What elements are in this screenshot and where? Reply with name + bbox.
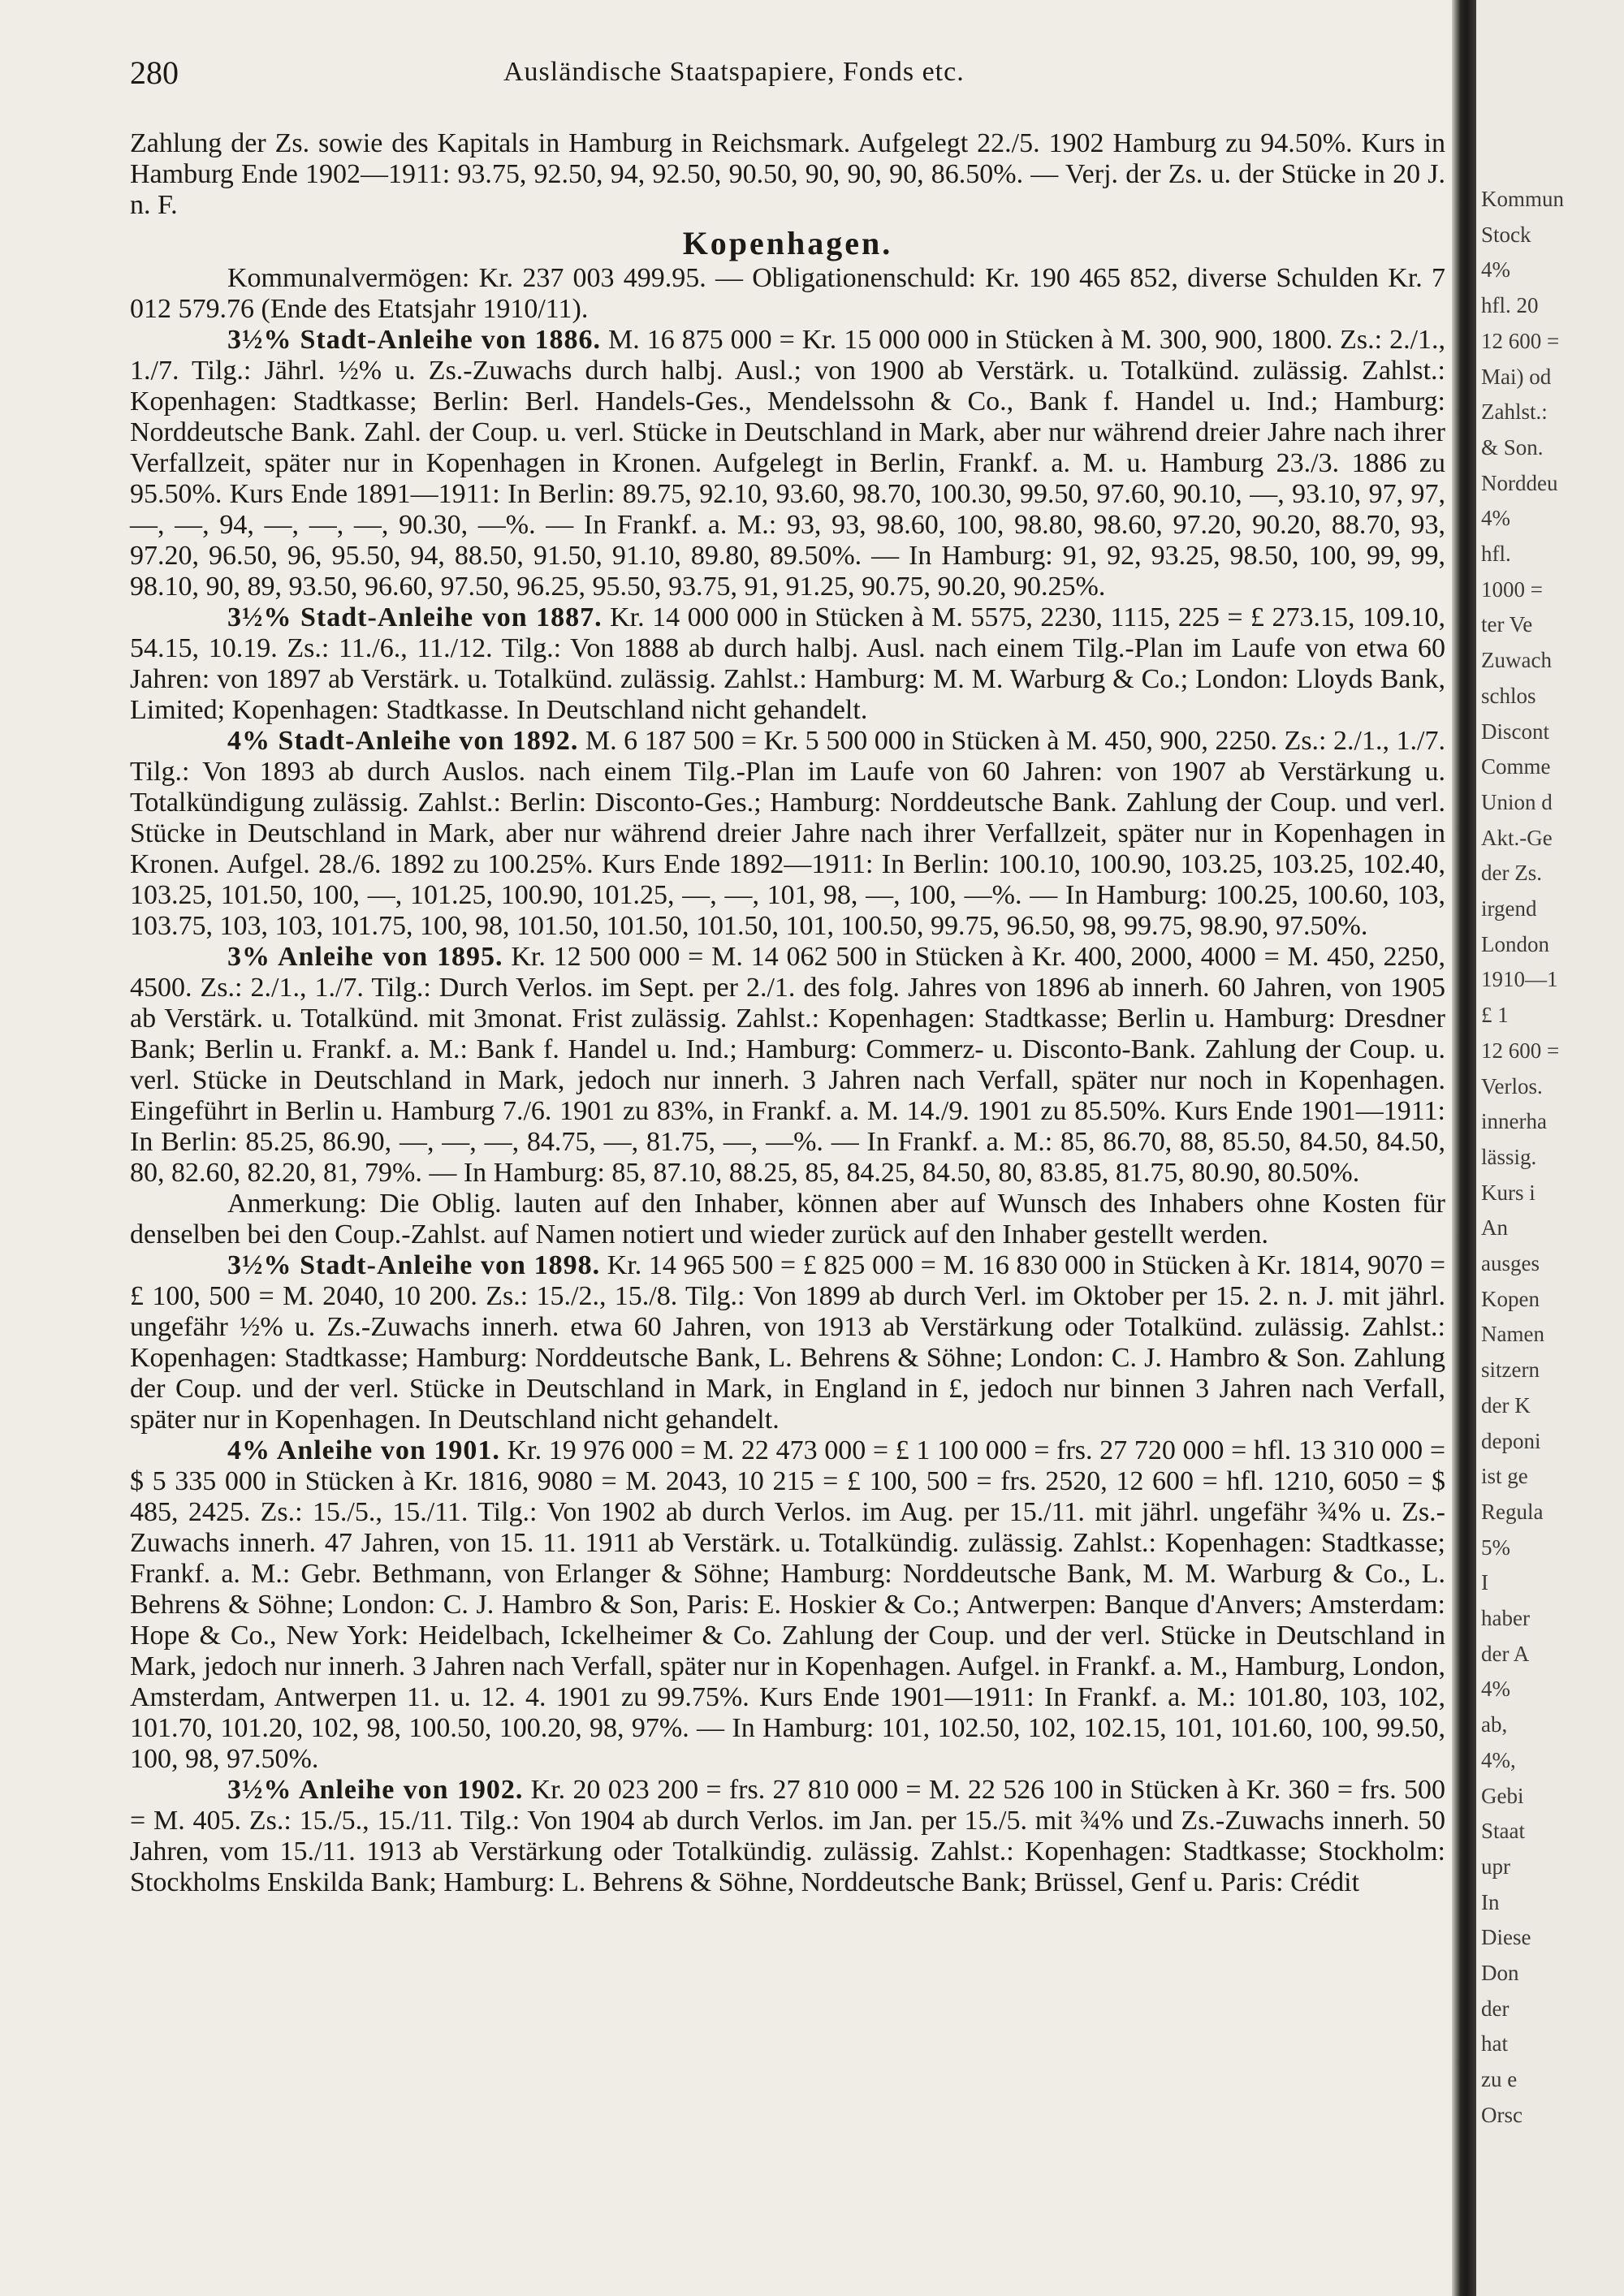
- adjacent-fragment: zu e: [1481, 2067, 1518, 2092]
- adjacent-fragment: Namen: [1481, 1322, 1544, 1347]
- adjacent-fragment: 4%: [1481, 257, 1510, 283]
- bond-entry: [130, 1250, 1445, 1435]
- adjacent-fragment: Zahlst.:: [1481, 399, 1548, 425]
- adjacent-fragment: Zuwach: [1481, 648, 1552, 673]
- bond-entry: [130, 1775, 1445, 1898]
- adjacent-fragment: innerha: [1481, 1109, 1547, 1134]
- bond-title: 4% Anleihe von 1901.: [227, 1435, 500, 1465]
- note-paragraph: [130, 1189, 1445, 1250]
- adjacent-fragment: ist ge: [1481, 1464, 1528, 1489]
- adjacent-fragment: sitzern: [1481, 1357, 1540, 1383]
- adjacent-fragment: Comme: [1481, 754, 1551, 779]
- page-header: [130, 54, 1380, 94]
- adjacent-fragment: 4%: [1481, 1677, 1510, 1702]
- intro-paragraph: Zahlung der Zs. sowie des Kapitals in Hamburg in Reichsmark. Aufgelegt 22./5. 1902 Hamburg zu 94.50%. Kurs in Hamburg Ende 1902—1911: 93.75, 92.50, 94, 92.50, 90.50, 90, 90, 90, 86.50%. — Verj. der Zs. u. der Stücke in 20 J. n. F.: [130, 128, 1445, 220]
- adjacent-fragment: I: [1481, 1570, 1488, 1595]
- bond-title: 3% Anleihe von 1895.: [227, 942, 503, 972]
- adjacent-fragment: schlos: [1481, 683, 1536, 708]
- section-intro: Kommunalvermögen: Kr. 237 003 499.95. — Obligationenschuld: Kr. 190 465 852, diverse Schulden Kr. 7 012 579.76 (Ende des Etatsjahr 1910/11).: [130, 263, 1445, 324]
- adjacent-fragment: Mai) od: [1481, 364, 1552, 389]
- adjacent-fragment: 1910—1: [1481, 967, 1558, 992]
- book-fold: [1452, 0, 1476, 2296]
- adjacent-fragment: Discont: [1481, 719, 1549, 744]
- bond-text: Kr. 19 976 000 = M. 22 473 000 = £ 1 100 000 = frs. 27 720 000 = hfl. 13 310 000 = $ 5 335 000 in Stücken à Kr. 1816, 9080 = M. 2043, 10 215 = £ 100, 500 = frs. 2520, 12 600 = hfl. 1210, 6050 = $ 485, 2425. Zs.: 15./5., 15./11. Tilg.: Von 1902 ab durch Verlos. im Aug. per 15./11. mit jährl. ungefähr ¾% u. Zs.-Zuwachs innerh. 47 Jahren, von 15. 11. 1911 ab Verstärk. u. Totalkündig. zulässig. Zahlst.: Kopenhagen: Stadtkasse; Frankf. a. M.: Gebr. Bethmann, von Erlanger & Söhne; Hamburg: Norddeutsche Bank, M. M. Warburg & Co., L. Behrens & Söhne; London: C. J. Hambro & Son, Paris: E. Hoskier & Co.; Antwerpen: Banque d'Anvers; Amsterdam: Hope & Co., New York: Heidelbach, Ickelheimer & Co. Zahlung der Coup. und der verl. Stücke in Deutschland in Mark, jedoch nur innerh. 3 Jahren nach Verfall, später nur in Kopenhagen. Aufgel. in Frankf. a. M., Hamburg, London, Amsterdam, Antwerpen 11. u. 12. 4. 1901 zu 99.75%. Kurs Ende 1901—1911: In Frankf. a. M.: 101.80, 103, 102, 101.70, 101.20, 102, 98, 100.50, 100.20, 98, 97%. — In Hamburg: 101, 102.50, 102, 102.15, 101, 101.60, 100, 99.50, 100, 98, 97.50%.: [130, 1435, 1445, 1774]
- adjacent-fragment: deponi: [1481, 1428, 1541, 1453]
- adjacent-fragment: London: [1481, 931, 1549, 956]
- bond-list: [130, 325, 1445, 1898]
- bond-text: M. 6 187 500 = Kr. 5 500 000 in Stücken à M. 450, 900, 2250. Zs.: 2./1., 1./7. Tilg.: Von 1893 ab durch Auslos. nach einem Tilg.-Plan im Laufe von 60 Jahren: von 1907 ab Verstärkung u. Totalkündigung zulässig. Zahlst.: Berlin: Disconto-Ges.; Hamburg: Norddeutsche Bank. Zahlung der Coup. und verl. Stücke in Deutschland in Mark, aber nur während dreier Jahre nach ihrer Verfallzeit, später nur in Kopenhagen in Kronen. Aufgel. 28./6. 1892 zu 100.25%. Kurs Ende 1892—1911: In Berlin: 100.10, 100.90, 103.25, 103.25, 102.40, 103.25, 101.50, 100, —, 101.25, 100.90, 101.25, —, —, 101, 98, —, 100, —%. — In Hamburg: 100.25, 100.60, 103, 103.75, 103, 103, 101.75, 100, 98, 101.50, 101.50, 101.50, 101, 100.50, 99.75, 96.50, 98, 99.75, 98.90, 97.50%.: [130, 726, 1446, 941]
- adjacent-fragment: upr: [1481, 1854, 1510, 1879]
- adjacent-fragment: lässig.: [1481, 1144, 1537, 1169]
- adjacent-fragment: Diese: [1481, 1925, 1531, 1950]
- adjacent-fragment: Verlos.: [1481, 1073, 1543, 1098]
- bond-title: 3½% Stadt-Anleihe von 1898.: [227, 1250, 601, 1280]
- adjacent-fragment: 4%: [1481, 506, 1510, 531]
- adjacent-fragment: 1000 =: [1481, 576, 1543, 602]
- adjacent-fragment: hat: [1481, 2031, 1508, 2056]
- bond-text: M. 16 875 000 = Kr. 15 000 000 in Stücken à M. 300, 900, 1800. Zs.: 2./1., 1./7. Tilg.: Jährl. ½% u. Zs.-Zuwachs durch halbj. Ausl.; von 1900 ab Verstärk. u. Totalkünd. zulässig. Zahlst.: Kopenhagen: Stadtkasse; Berlin: Berl. Handels-Ges., Mendelssohn & Co., Bank f. Handel u. Ind.; Hamburg: Norddeutsche Bank. Zahl. der Coup. u. verl. Stücke in Deutschland in Mark, aber nur während dreier Jahre nach ihrer Verfallzeit, später nur in Kopenhagen in Kronen. Aufgelegt in Berlin, Frankf. a. M. u. Hamburg 23./3. 1886 zu 95.50%. Kurs Ende 1891—1911: In Berlin: 89.75, 92.10, 93.60, 98.70, 100.30, 99.50, 97.60, 90.10, —, 93.10, 97, 97, —, —, 94, —, —, —, 90.30, —%. — In Frankf. a. M.: 93, 93, 98.60, 100, 98.80, 98.60, 97.20, 90.20, 88.70, 93, 97.20, 96.50, 96, 95.50, 94, 88.50, 91.50, 91.10, 89.80, 89.50%. — In Hamburg: 91, 92, 93.25, 98.50, 100, 99, 99, 98.10, 90, 89, 93.50, 96.60, 97.50, 96.25, 95.50, 93.75, 91, 91.25, 90.75, 90.20, 90.25%.: [130, 325, 1446, 602]
- adjacent-fragment: 4%,: [1481, 1747, 1516, 1772]
- bond-text: Anmerkung: Die Oblig. lauten auf den Inhaber, können aber auf Wunsch des Inhabers ohne Kosten für denselben bei den Coup.-Zahlst. auf Namen notiert und wieder zurück auf den Inhaber gestellt werden.: [130, 1189, 1445, 1249]
- bond-text: Kr. 12 500 000 = M. 14 062 500 in Stücken à Kr. 400, 2000, 4000 = M. 450, 2250, 4500. Zs.: 2./1., 1./7. Tilg.: Durch Verlos. im Sept. per 2./1. des folg. Jahres von 1896 ab innerh. 60 Jahren, von 1905 ab Verstärk. u. Totalkünd. mit 3monat. Frist zulässig. Zahlst.: Kopenhagen: Stadtkasse; Berlin u. Hamburg: Dresdner Bank; Berlin u. Frankf. a. M.: Bank f. Handel u. Ind.; Hamburg: Commerz- u. Disconto-Bank. Zahlung der Coup. u. verl. Stücke in Deutschland in Mark, jedoch nur innerh. 3 Jahren nach Verfall, später nur noch in Kopenhagen. Eingeführt in Berlin u. Hamburg 7./6. 1901 zu 83%, in Frankf. a. M. 14./9. 1901 zu 85.50%. Kurs Ende 1901—1911: In Berlin: 85.25, 86.90, —, —, —, 84.75, —, 81.75, —, —%. — In Frankf. a. M.: 85, 86.70, 88, 85.50, 84.50, 84.50, 80, 82.60, 82.20, 81, 79%. — In Hamburg: 85, 87.10, 88.25, 85, 84.25, 84.50, 80, 83.85, 81.75, 80.90, 80.50%.: [130, 942, 1446, 1188]
- bond-entry: [130, 325, 1445, 602]
- adjacent-fragment: & Son.: [1481, 434, 1544, 460]
- adjacent-fragment: Norddeu: [1481, 470, 1558, 495]
- adjacent-fragment: Kopen: [1481, 1286, 1540, 1311]
- adjacent-fragment: In: [1481, 1889, 1500, 1914]
- bond-entry: [130, 602, 1445, 726]
- adjacent-fragment: hfl.: [1481, 542, 1511, 566]
- adjacent-fragment: Gebi: [1481, 1783, 1524, 1808]
- adjacent-fragment: der K: [1481, 1392, 1531, 1418]
- adjacent-fragment: Stock: [1481, 222, 1531, 247]
- adjacent-fragment: £ 1: [1481, 1003, 1509, 1028]
- bond-entry: [130, 1435, 1445, 1775]
- bond-title: 3½% Stadt-Anleihe von 1886.: [227, 325, 602, 355]
- adjacent-fragment: Union d: [1481, 789, 1553, 814]
- running-title: Ausländische Staatspapiere, Fonds etc.: [503, 57, 965, 87]
- adjacent-fragment: Kommun: [1481, 187, 1565, 211]
- adjacent-fragment: haber: [1481, 1606, 1530, 1630]
- adjacent-fragment: Kurs i: [1481, 1180, 1535, 1205]
- bond-text: Kr. 14 965 500 = £ 825 000 = M. 16 830 000 in Stücken à Kr. 1814, 9070 = £ 100, 500 = M. 2040, 10 200. Zs.: 15./2., 15./8. Tilg.: Von 1899 ab durch Verl. im Oktober per 15. 2. n. J. mit jährl. ungefähr ½% u. Zs.-Zuwachs innerh. etwa 60 Jahren, von 1913 ab Verstärkung oder Totalkünd. zulässig. Zahlst.: Kopenhagen: Stadtkasse; Hamburg: Norddeutsche Bank, L. Behrens & Söhne; London: C. J. Hambro & Son. Zahlung der Coup. und der verl. Stücke in Deutschland in Mark, in England in £, jedoch nur binnen 3 Jahren nach Verfall, später nur in Kopenhagen. In Deutschland nicht gehandelt.: [130, 1250, 1445, 1435]
- adjacent-fragment: der Zs.: [1481, 861, 1542, 886]
- adjacent-fragment: irgend: [1481, 896, 1537, 921]
- adjacent-fragment: Regula: [1481, 1499, 1544, 1524]
- adjacent-fragment: 12 600 =: [1481, 328, 1560, 353]
- adjacent-fragment: der A: [1481, 1641, 1530, 1666]
- bond-entry: [130, 726, 1445, 942]
- bond-entry: [130, 942, 1445, 1189]
- adjacent-page: [1476, 0, 1624, 2296]
- adjacent-fragment: 12 600 =: [1481, 1038, 1560, 1063]
- adjacent-fragment: ausges: [1481, 1251, 1540, 1275]
- adjacent-fragment: ter Ve: [1481, 612, 1533, 637]
- bond-text: Kr. 14 000 000 in Stücken à M. 5575, 2230, 1115, 225 = £ 273.15, 109.10, 54.15, 10.19. Zs.: 11./6., 11./12. Tilg.: Von 1888 ab durch halbj. Ausl. nach einem Tilg.-Plan im Laufe von etwa 60 Jahren: von 1897 ab Verstärk. u. Totalkünd. zulässig. Zahlst.: Hamburg: M. M. Warburg & Co.; London: Lloyds Bank, Limited; Kopenhagen: Stadtkasse. In Deutschland nicht gehandelt.: [130, 602, 1445, 725]
- page-number: 280: [130, 54, 179, 91]
- bond-title: 3½% Anleihe von 1902.: [227, 1775, 524, 1805]
- page-content: [130, 128, 1445, 1898]
- bond-text: Kr. 20 023 200 = frs. 27 810 000 = M. 22 526 100 in Stücken à Kr. 360 = frs. 500 = M. 405. Zs.: 15./5., 15./11. Tilg.: Von 1904 ab durch Verlos. im Jan. per 15./5. mit ¾% und Zs.-Zuwachs innerh. 50 Jahren, vom 15./11. 1913 ab Verstärkung oder Totalkündig. zulässig. Zahlst.: Kopenhagen: Stadtkasse; Stockholm: Stockholms Enskilda Bank; Hamburg: L. Behrens & Söhne, Norddeutsche Bank; Brüssel, Genf u. Paris: Crédit: [130, 1775, 1445, 1897]
- adjacent-fragment: Akt.-Ge: [1481, 825, 1553, 850]
- adjacent-fragment: Staat: [1481, 1819, 1525, 1844]
- section-heading: Kopenhagen.: [682, 225, 893, 261]
- adjacent-fragment: hfl. 20: [1481, 293, 1539, 318]
- adjacent-fragment: 5%: [1481, 1534, 1510, 1560]
- adjacent-fragment: ab,: [1481, 1712, 1508, 1737]
- adjacent-fragment: Orsc: [1481, 2102, 1522, 2127]
- bond-title: 3½% Stadt-Anleihe von 1887.: [227, 602, 603, 632]
- adjacent-fragment: der: [1481, 1996, 1510, 2021]
- adjacent-fragment: An: [1481, 1215, 1508, 1241]
- bond-title: 4% Stadt-Anleihe von 1892.: [227, 726, 579, 756]
- adjacent-fragment: Don: [1481, 1961, 1519, 1985]
